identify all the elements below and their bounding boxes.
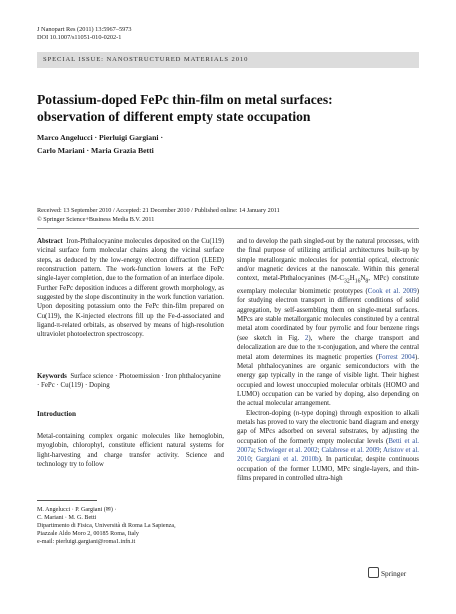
- paper-title: [37, 92, 419, 125]
- corresponding-email: e-mail: pierluigi.gargiani@roma1.infn.it: [37, 539, 136, 546]
- abstract-section: [37, 237, 224, 340]
- affiliation-footnote: [37, 506, 227, 546]
- citation-link[interactable]: Gargiani et al. 2010b: [255, 456, 319, 464]
- citation-link[interactable]: Betti et al. 2007a: [237, 437, 419, 454]
- header-divider: [37, 228, 419, 229]
- citation-link[interactable]: Forrest 2004: [378, 353, 415, 361]
- affiliation-address: Piazzale Aldo Moro 2, 00185 Roma, Italy: [37, 531, 139, 538]
- received-dates: Received: 13 September 2010 / Accepted: 21 December 2010 / Published online: 14 January 2011: [37, 207, 280, 214]
- right-column-text: [237, 237, 419, 483]
- introduction-text: [37, 432, 224, 469]
- citation-link[interactable]: Calabrese et al. 2009: [321, 446, 380, 454]
- authors-line-2: Carlo Mariani · Maria Grazia Betti: [37, 145, 154, 155]
- keywords-text: Surface science · Photoemission · Iron phthalocyanine · FePc · Cu(119) · Doping: [37, 373, 221, 390]
- title-line-2: observation of different empty state occupation: [37, 108, 311, 124]
- title-line-1: Potassium-doped FePc thin-film on metal surfaces:: [37, 92, 333, 107]
- copyright-line: © Springer Science+Business Media B.V. 2011: [37, 215, 155, 223]
- introduction-heading-block: [37, 410, 224, 419]
- affiliation-department: Dipartimento di Fisica, Università di Roma La Sapienza,: [37, 523, 176, 530]
- special-issue-banner: SPECIAL ISSUE: NANOSTRUCTURED MATERIALS 2010: [37, 52, 419, 68]
- publication-history: [37, 207, 419, 224]
- author-list: [37, 132, 337, 157]
- intro-paragraph: Metal-containing complex organic molecules like hemoglobin, myoglobin, chlorophyl, constitute efficient natural systems for light-harvesting and charge transfer activity. Science and technology try to follow: [37, 433, 224, 469]
- citation-link[interactable]: Cook et al. 2009: [367, 288, 417, 296]
- introduction-heading: Introduction: [37, 410, 77, 418]
- affiliation-authors-2: C. Mariani · M. G. Betti: [37, 515, 97, 522]
- citation-link[interactable]: Aristov et al. 2010: [237, 446, 420, 464]
- keywords-section: [37, 372, 224, 391]
- abstract-label: Abstract: [37, 238, 63, 245]
- footnote-divider: [37, 500, 97, 501]
- springer-logo-text: Springer: [381, 569, 407, 578]
- citation-link[interactable]: Schwieger et al. 2002: [257, 446, 318, 454]
- journal-reference: J Nanopart Res (2011) 13:5967–5973: [37, 26, 132, 33]
- right-paragraph-1: and to develop the path singled-out by the natural processes, with the final purpose of utilizing artificial architectures built-up by simple metallorganic molecules for potential optical, electronic and/or magnetic devices at the nanoscale. Within this general context, metal-Phthalocyanines ($M-C_{32}H_{16}N_8$, MPc) constitute exemplary molecular biomimetic prototypes (Cook et al. 2009) for studying electron transport in different conditions of solid aggregation, by self-assembling them on single-metal surfaces. MPcs are stable metallorganic molecules constituted by a central metal atom coordinated by four pyrrolic and four benzene rings (see sketch in Fig. 2), where the charge transport and delocalization are due to the π-conjugation, and where the central metal atom determines its magnetic properties (Forrest 2004). Metal phthalocyanines are organic semiconductors with the energy gap typically in the range of visible light. Their highest occupied and lowest unoccupied molecular orbitals (HOMO and LUMO) occupation can be varied by doping, also depending on the actual molecular arrangement.: [237, 238, 420, 408]
- springer-logo: [368, 567, 406, 578]
- doi: DOI 10.1007/s11051-010-0202-1: [37, 34, 122, 41]
- authors-line-1: Marco Angelucci · Pierluigi Gargiani ·: [37, 133, 164, 142]
- right-paragraph-2: Electron-doping (n-type doping) through exposition to alkali metals has proved to vary the electronic band diagram and energy gap of MPcs adsorbed on several substrates, by adjusting the occupation of the formerly empty molecular levels (Betti et al. 2007a; Schwieger et al. 2002; Calabrese et al. 2009; Aristov et al. 2010; Gargiani et al. 2010b). In particular, despite continuous occupation of the former LUMO, MPc single-layers, and thin-films prepared in controlled ultra-high: [237, 409, 420, 482]
- springer-horse-icon: [368, 567, 379, 578]
- abstract-text: Iron-Phthalocyanine molecules deposited on the Cu(119) vicinal surface form molecular chains along the vicinal surface steps, as deduced by the low-energy electron diffraction (LEED) reconstruction pattern. The work-function lowers at the FePc single-layer completion, due to the formation of an interface dipole. Further FePc deposition induces a different growth morphology, as suggested by the slope discontinuity in the work function variation. Upon depositing potassium onto the FePc thin-film prepared on Cu(119), the K-injected electrons fill up the Fe-d-associated and ligand-π-related orbitals, as observed by means of high-resolution ultraviolet photoelectron spectroscopy.: [37, 238, 224, 339]
- affiliation-authors-1: M. Angelucci · P. Gargiani (✉) ·: [37, 507, 117, 513]
- keywords-label: Keywords: [37, 373, 67, 380]
- figure-link[interactable]: 2: [304, 334, 309, 342]
